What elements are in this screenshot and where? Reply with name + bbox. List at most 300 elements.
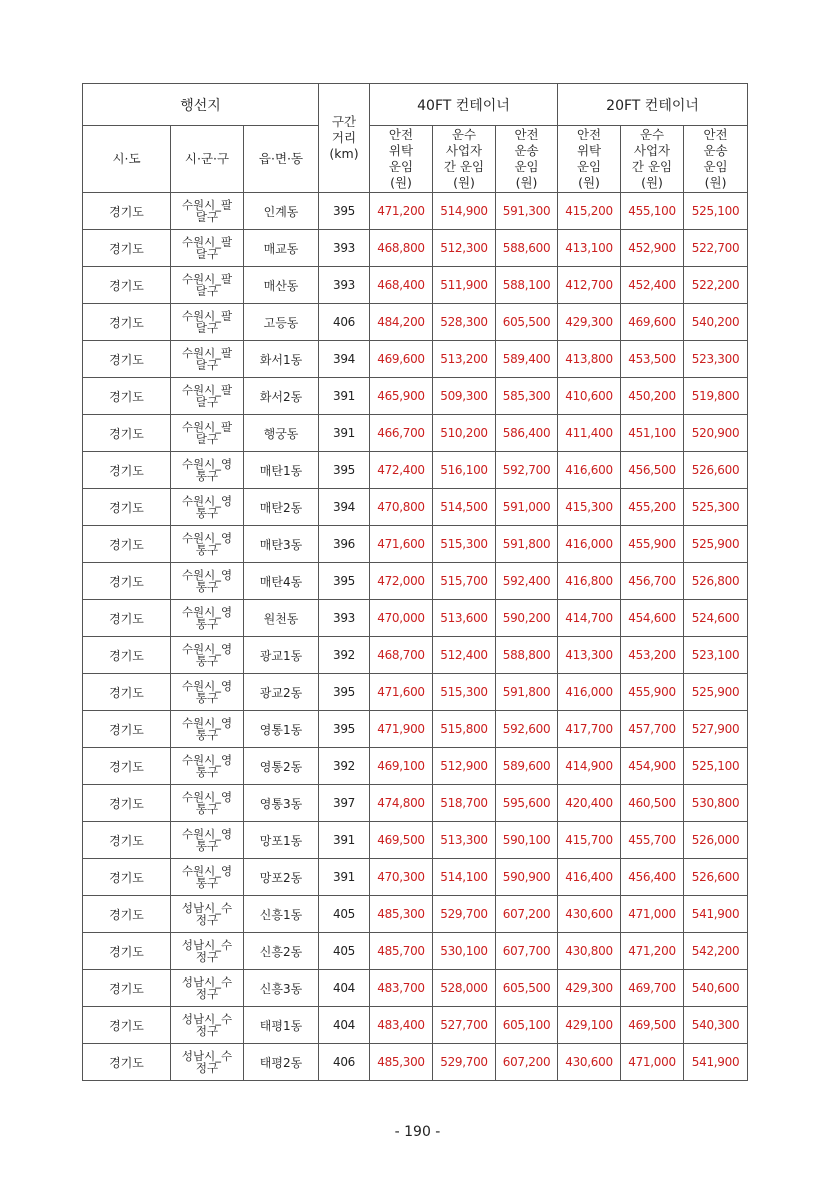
rate-40ft-between-carriers: 515,800: [433, 711, 496, 748]
rate-40ft-safe-consign: 469,500: [370, 822, 433, 859]
rate-20ft-safe-transport: 542,200: [684, 933, 748, 970]
table-row: [83, 526, 748, 563]
city-district-cell: [171, 230, 244, 267]
rate-40ft-safe-consign: 471,900: [370, 711, 433, 748]
col-20-safe-transport: 안전 운송 운임 (원): [684, 126, 748, 193]
district-name-line: 통구: [195, 580, 219, 594]
freight-rate-table: [82, 83, 748, 1081]
rate-40ft-between-carriers: 513,200: [433, 341, 496, 378]
rate-20ft-between-carriers: 455,900: [621, 674, 684, 711]
sido-cell: 경기도: [83, 785, 171, 822]
rate-40ft-between-carriers: 529,700: [433, 1044, 496, 1081]
table-row: [83, 896, 748, 933]
rate-40ft-safe-transport: 607,200: [496, 896, 558, 933]
distance-cell: 406: [319, 304, 370, 341]
rate-40ft-safe-consign: 471,200: [370, 193, 433, 230]
rate-40ft-safe-transport: 591,000: [496, 489, 558, 526]
district-name-line: 통구: [195, 691, 219, 705]
sido-cell: 경기도: [83, 896, 171, 933]
distance-cell: 396: [319, 526, 370, 563]
rate-20ft-safe-transport: 523,100: [684, 637, 748, 674]
sido-cell: 경기도: [83, 1044, 171, 1081]
rate-40ft-between-carriers: 512,900: [433, 748, 496, 785]
table-row: [83, 341, 748, 378]
rate-40ft-safe-transport: 607,700: [496, 933, 558, 970]
rate-20ft-safe-transport: 527,900: [684, 711, 748, 748]
distance-cell: 395: [319, 563, 370, 600]
district-name-line: 정구: [195, 950, 219, 964]
table-row: [83, 1044, 748, 1081]
rate-20ft-between-carriers: 471,000: [621, 896, 684, 933]
district-name-line: 통구: [195, 839, 219, 853]
distance-cell: 393: [319, 267, 370, 304]
district-name-line: 통구: [195, 617, 219, 631]
rate-20ft-safe-consign: 415,700: [558, 822, 621, 859]
city-district-cell: [171, 933, 244, 970]
city-district-cell: [171, 748, 244, 785]
rate-40ft-safe-transport: 607,200: [496, 1044, 558, 1081]
table-row: [83, 230, 748, 267]
rate-20ft-safe-consign: 420,400: [558, 785, 621, 822]
table-row: [83, 822, 748, 859]
rate-40ft-between-carriers: 516,100: [433, 452, 496, 489]
distance-cell: 395: [319, 193, 370, 230]
rate-20ft-safe-transport: 522,700: [684, 230, 748, 267]
rate-20ft-safe-transport: 526,600: [684, 859, 748, 896]
dong-cell: 영통1동: [244, 711, 319, 748]
dong-cell: 인계동: [244, 193, 319, 230]
rate-40ft-between-carriers: 515,700: [433, 563, 496, 600]
district-name-line: 정구: [195, 913, 219, 927]
city-name-line: 수원시_영: [181, 679, 233, 693]
table-row: [83, 378, 748, 415]
rate-20ft-between-carriers: 456,400: [621, 859, 684, 896]
city-name-line: 수원시_팔: [181, 272, 233, 286]
city-name-line: 수원시_영: [181, 827, 233, 841]
district-name-line: 달구: [195, 358, 219, 372]
dong-cell: 신흥3동: [244, 970, 319, 1007]
rate-20ft-safe-consign: 414,700: [558, 600, 621, 637]
rate-40ft-safe-transport: 589,600: [496, 748, 558, 785]
city-district-cell: [171, 674, 244, 711]
city-district-cell: [171, 785, 244, 822]
rate-40ft-safe-transport: 591,800: [496, 526, 558, 563]
table-row: [83, 267, 748, 304]
district-name-line: 달구: [195, 284, 219, 298]
city-district-cell: [171, 822, 244, 859]
city-name-line: 수원시_영: [181, 531, 233, 545]
distance-cell: 391: [319, 415, 370, 452]
sido-cell: 경기도: [83, 526, 171, 563]
city-district-cell: [171, 970, 244, 1007]
sido-cell: 경기도: [83, 674, 171, 711]
distance-cell: 392: [319, 748, 370, 785]
rate-40ft-safe-transport: 588,100: [496, 267, 558, 304]
col-40-safe-consign: 안전 위탁 운임 (원): [370, 126, 433, 193]
city-district-cell: [171, 526, 244, 563]
rate-40ft-safe-consign: 485,300: [370, 896, 433, 933]
page-number: - 190 -: [394, 1124, 441, 1140]
city-district-cell: [171, 896, 244, 933]
rate-40ft-between-carriers: 528,300: [433, 304, 496, 341]
rate-20ft-safe-transport: 525,900: [684, 526, 748, 563]
rate-20ft-safe-transport: 540,300: [684, 1007, 748, 1044]
rate-40ft-safe-transport: 592,600: [496, 711, 558, 748]
rate-40ft-safe-consign: 470,300: [370, 859, 433, 896]
rate-20ft-between-carriers: 453,200: [621, 637, 684, 674]
dong-cell: 매탄1동: [244, 452, 319, 489]
rate-40ft-safe-consign: 468,800: [370, 230, 433, 267]
rate-40ft-safe-consign: 465,900: [370, 378, 433, 415]
district-name-line: 통구: [195, 876, 219, 890]
sido-cell: 경기도: [83, 415, 171, 452]
district-name-line: 통구: [195, 469, 219, 483]
rate-20ft-safe-consign: 430,800: [558, 933, 621, 970]
dong-cell: 매탄4동: [244, 563, 319, 600]
district-name-line: 달구: [195, 395, 219, 409]
dong-cell: 태평1동: [244, 1007, 319, 1044]
city-district-cell: [171, 711, 244, 748]
distance-cell: 395: [319, 452, 370, 489]
dong-cell: 광교1동: [244, 637, 319, 674]
distance-cell: 391: [319, 378, 370, 415]
rate-40ft-safe-consign: 483,400: [370, 1007, 433, 1044]
rate-20ft-safe-consign: 412,700: [558, 267, 621, 304]
city-name-line: 수원시_팔: [181, 235, 233, 249]
sigungu-header: 시·군·구: [171, 126, 244, 193]
rate-20ft-safe-transport: 526,800: [684, 563, 748, 600]
dong-cell: 영통3동: [244, 785, 319, 822]
district-name-line: 달구: [195, 210, 219, 224]
city-name-line: 성남시_수: [181, 975, 233, 989]
table-row: [83, 452, 748, 489]
sido-cell: 경기도: [83, 452, 171, 489]
rate-40ft-safe-transport: 590,200: [496, 600, 558, 637]
rate-40ft-safe-transport: 605,500: [496, 304, 558, 341]
rate-20ft-between-carriers: 469,600: [621, 304, 684, 341]
rate-20ft-safe-consign: 429,300: [558, 304, 621, 341]
sido-cell: 경기도: [83, 711, 171, 748]
city-name-line: 성남시_수: [181, 1049, 233, 1063]
distance-cell: 391: [319, 822, 370, 859]
city-district-cell: [171, 600, 244, 637]
distance-cell: 406: [319, 1044, 370, 1081]
sido-cell: 경기도: [83, 970, 171, 1007]
rate-20ft-safe-consign: 430,600: [558, 1044, 621, 1081]
rate-20ft-safe-consign: 429,300: [558, 970, 621, 1007]
dong-cell: 매산동: [244, 267, 319, 304]
rate-20ft-safe-consign: 416,400: [558, 859, 621, 896]
dong-cell: 고등동: [244, 304, 319, 341]
rate-20ft-safe-transport: 525,300: [684, 489, 748, 526]
city-district-cell: [171, 637, 244, 674]
sido-cell: 경기도: [83, 600, 171, 637]
rate-20ft-between-carriers: 471,000: [621, 1044, 684, 1081]
distance-cell: 405: [319, 896, 370, 933]
rate-40ft-safe-consign: 472,000: [370, 563, 433, 600]
rate-20ft-safe-transport: 541,900: [684, 1044, 748, 1081]
city-district-cell: [171, 304, 244, 341]
dong-cell: 망포2동: [244, 859, 319, 896]
table-row: [83, 563, 748, 600]
rate-40ft-safe-transport: 585,300: [496, 378, 558, 415]
rate-40ft-safe-consign: 469,600: [370, 341, 433, 378]
route-header: 행선지: [83, 84, 319, 126]
group-40ft-header: 40FT 컨테이너: [370, 84, 558, 126]
rate-20ft-safe-consign: 416,800: [558, 563, 621, 600]
district-name-line: 정구: [195, 1061, 219, 1075]
sido-cell: 경기도: [83, 563, 171, 600]
rate-40ft-safe-consign: 468,700: [370, 637, 433, 674]
table-row: [83, 674, 748, 711]
rate-20ft-between-carriers: 455,200: [621, 489, 684, 526]
table-row: [83, 1007, 748, 1044]
distance-cell: 391: [319, 859, 370, 896]
rate-20ft-safe-consign: 415,200: [558, 193, 621, 230]
rate-40ft-safe-consign: 471,600: [370, 526, 433, 563]
sido-cell: 경기도: [83, 859, 171, 896]
rate-20ft-safe-consign: 417,700: [558, 711, 621, 748]
distance-cell: 397: [319, 785, 370, 822]
rate-40ft-between-carriers: 513,300: [433, 822, 496, 859]
rate-20ft-between-carriers: 456,500: [621, 452, 684, 489]
city-name-line: 수원시_영: [181, 605, 233, 619]
rate-40ft-safe-consign: 484,200: [370, 304, 433, 341]
rate-20ft-safe-transport: 525,900: [684, 674, 748, 711]
dong-cell: 매탄2동: [244, 489, 319, 526]
rate-40ft-safe-consign: 472,400: [370, 452, 433, 489]
eupmyeondong-header: 읍·면·동: [244, 126, 319, 193]
rate-40ft-between-carriers: 530,100: [433, 933, 496, 970]
district-name-line: 달구: [195, 432, 219, 446]
rate-40ft-between-carriers: 512,400: [433, 637, 496, 674]
rate-20ft-safe-consign: 429,100: [558, 1007, 621, 1044]
rate-20ft-safe-transport: 526,000: [684, 822, 748, 859]
distance-cell: 393: [319, 600, 370, 637]
rate-40ft-safe-transport: 588,800: [496, 637, 558, 674]
district-name-line: 달구: [195, 321, 219, 335]
rate-40ft-safe-transport: 586,400: [496, 415, 558, 452]
city-name-line: 수원시_영: [181, 568, 233, 582]
rate-40ft-between-carriers: 528,000: [433, 970, 496, 1007]
sido-cell: 경기도: [83, 637, 171, 674]
rate-20ft-between-carriers: 455,100: [621, 193, 684, 230]
rate-20ft-between-carriers: 451,100: [621, 415, 684, 452]
rate-20ft-safe-transport: 526,600: [684, 452, 748, 489]
dong-cell: 신흥2동: [244, 933, 319, 970]
dong-cell: 신흥1동: [244, 896, 319, 933]
rate-20ft-safe-transport: 523,300: [684, 341, 748, 378]
city-name-line: 수원시_영: [181, 790, 233, 804]
table-row: [83, 637, 748, 674]
rate-40ft-safe-consign: 468,400: [370, 267, 433, 304]
city-name-line: 수원시_영: [181, 753, 233, 767]
dong-cell: 망포1동: [244, 822, 319, 859]
table-row: [83, 415, 748, 452]
rate-40ft-between-carriers: 515,300: [433, 526, 496, 563]
rate-40ft-between-carriers: 511,900: [433, 267, 496, 304]
distance-cell: 395: [319, 711, 370, 748]
city-district-cell: [171, 378, 244, 415]
rate-20ft-between-carriers: 455,700: [621, 822, 684, 859]
rate-40ft-safe-consign: 483,700: [370, 970, 433, 1007]
rate-40ft-between-carriers: 515,300: [433, 674, 496, 711]
rate-20ft-between-carriers: 452,400: [621, 267, 684, 304]
rate-20ft-safe-consign: 413,800: [558, 341, 621, 378]
city-name-line: 성남시_수: [181, 1012, 233, 1026]
rate-40ft-safe-transport: 588,600: [496, 230, 558, 267]
sido-cell: 경기도: [83, 1007, 171, 1044]
dong-cell: 화서2동: [244, 378, 319, 415]
rate-40ft-between-carriers: 529,700: [433, 896, 496, 933]
dong-cell: 화서1동: [244, 341, 319, 378]
group-20ft-header: 20FT 컨테이너: [558, 84, 748, 126]
rate-40ft-between-carriers: 527,700: [433, 1007, 496, 1044]
rate-20ft-safe-consign: 416,000: [558, 674, 621, 711]
distance-cell: 405: [319, 933, 370, 970]
table-row: [83, 933, 748, 970]
city-name-line: 성남시_수: [181, 938, 233, 952]
rate-20ft-safe-consign: 413,100: [558, 230, 621, 267]
distance-cell: 392: [319, 637, 370, 674]
rate-20ft-between-carriers: 457,700: [621, 711, 684, 748]
rate-40ft-between-carriers: 518,700: [433, 785, 496, 822]
rate-40ft-safe-consign: 470,800: [370, 489, 433, 526]
city-district-cell: [171, 859, 244, 896]
table-body: [83, 193, 748, 1081]
dong-cell: 영통2동: [244, 748, 319, 785]
sido-cell: 경기도: [83, 341, 171, 378]
city-name-line: 성남시_수: [181, 901, 233, 915]
table-row: [83, 785, 748, 822]
rate-40ft-safe-consign: 485,300: [370, 1044, 433, 1081]
sido-cell: 경기도: [83, 748, 171, 785]
district-name-line: 통구: [195, 654, 219, 668]
city-district-cell: [171, 193, 244, 230]
rate-20ft-between-carriers: 469,500: [621, 1007, 684, 1044]
rate-40ft-safe-transport: 592,400: [496, 563, 558, 600]
rate-40ft-safe-transport: 590,900: [496, 859, 558, 896]
rate-20ft-safe-consign: 415,300: [558, 489, 621, 526]
rate-20ft-safe-consign: 413,300: [558, 637, 621, 674]
sido-cell: 경기도: [83, 230, 171, 267]
city-district-cell: [171, 341, 244, 378]
rate-20ft-between-carriers: 450,200: [621, 378, 684, 415]
city-district-cell: [171, 563, 244, 600]
rate-40ft-safe-transport: 605,500: [496, 970, 558, 1007]
rate-40ft-safe-transport: 589,400: [496, 341, 558, 378]
city-name-line: 수원시_팔: [181, 383, 233, 397]
city-name-line: 수원시_영: [181, 642, 233, 656]
distance-cell: 404: [319, 1007, 370, 1044]
city-district-cell: [171, 489, 244, 526]
dong-cell: 행궁동: [244, 415, 319, 452]
city-name-line: 수원시_팔: [181, 198, 233, 212]
rate-40ft-safe-transport: 591,800: [496, 674, 558, 711]
city-district-cell: [171, 1007, 244, 1044]
sido-cell: 경기도: [83, 378, 171, 415]
district-name-line: 정구: [195, 1024, 219, 1038]
rate-40ft-safe-consign: 470,000: [370, 600, 433, 637]
table-row: [83, 304, 748, 341]
rate-20ft-between-carriers: 455,900: [621, 526, 684, 563]
rate-20ft-between-carriers: 452,900: [621, 230, 684, 267]
rate-20ft-between-carriers: 453,500: [621, 341, 684, 378]
dong-cell: 원천동: [244, 600, 319, 637]
distance-cell: 395: [319, 674, 370, 711]
city-district-cell: [171, 452, 244, 489]
rate-40ft-safe-transport: 595,600: [496, 785, 558, 822]
sido-cell: 경기도: [83, 933, 171, 970]
rate-20ft-between-carriers: 454,900: [621, 748, 684, 785]
rate-40ft-safe-transport: 590,100: [496, 822, 558, 859]
rate-40ft-between-carriers: 514,900: [433, 193, 496, 230]
table-row: [83, 859, 748, 896]
rate-20ft-safe-consign: 411,400: [558, 415, 621, 452]
district-name-line: 통구: [195, 543, 219, 557]
city-name-line: 수원시_팔: [181, 309, 233, 323]
rate-20ft-safe-transport: 530,800: [684, 785, 748, 822]
rate-20ft-safe-transport: 519,800: [684, 378, 748, 415]
sido-cell: 경기도: [83, 267, 171, 304]
dong-cell: 태평2동: [244, 1044, 319, 1081]
col-40-between-carriers: 운수 사업자 간 운임 (원): [433, 126, 496, 193]
rate-20ft-safe-consign: 410,600: [558, 378, 621, 415]
rate-20ft-safe-transport: 540,200: [684, 304, 748, 341]
rate-20ft-between-carriers: 456,700: [621, 563, 684, 600]
city-name-line: 수원시_팔: [181, 420, 233, 434]
rate-40ft-safe-transport: 592,700: [496, 452, 558, 489]
rate-40ft-between-carriers: 512,300: [433, 230, 496, 267]
district-name-line: 통구: [195, 506, 219, 520]
city-district-cell: [171, 415, 244, 452]
rate-20ft-safe-transport: 520,900: [684, 415, 748, 452]
rate-40ft-safe-transport: 605,100: [496, 1007, 558, 1044]
district-name-line: 통구: [195, 765, 219, 779]
distance-cell: 393: [319, 230, 370, 267]
sido-cell: 경기도: [83, 193, 171, 230]
rate-40ft-safe-consign: 466,700: [370, 415, 433, 452]
rate-20ft-safe-transport: 525,100: [684, 748, 748, 785]
distance-cell: 404: [319, 970, 370, 1007]
dong-cell: 매교동: [244, 230, 319, 267]
rate-40ft-safe-consign: 469,100: [370, 748, 433, 785]
rate-20ft-between-carriers: 471,200: [621, 933, 684, 970]
distance-cell: 394: [319, 489, 370, 526]
rate-20ft-safe-transport: 522,200: [684, 267, 748, 304]
rate-40ft-safe-consign: 471,600: [370, 674, 433, 711]
rate-20ft-safe-transport: 525,100: [684, 193, 748, 230]
district-name-line: 통구: [195, 728, 219, 742]
col-20-between-carriers: 운수 사업자 간 운임 (원): [621, 126, 684, 193]
rate-20ft-safe-consign: 416,600: [558, 452, 621, 489]
rate-20ft-safe-transport: 524,600: [684, 600, 748, 637]
col-40-safe-transport: 안전 운송 운임 (원): [496, 126, 558, 193]
rate-20ft-safe-transport: 540,600: [684, 970, 748, 1007]
table-row: [83, 748, 748, 785]
rate-40ft-between-carriers: 514,500: [433, 489, 496, 526]
table-row: [83, 711, 748, 748]
dong-cell: 매탄3동: [244, 526, 319, 563]
table-row: [83, 193, 748, 230]
rate-20ft-safe-transport: 541,900: [684, 896, 748, 933]
rate-40ft-between-carriers: 513,600: [433, 600, 496, 637]
rate-40ft-safe-consign: 485,700: [370, 933, 433, 970]
city-name-line: 수원시_영: [181, 864, 233, 878]
city-name-line: 수원시_영: [181, 457, 233, 471]
rate-40ft-safe-consign: 474,800: [370, 785, 433, 822]
table-row: [83, 970, 748, 1007]
